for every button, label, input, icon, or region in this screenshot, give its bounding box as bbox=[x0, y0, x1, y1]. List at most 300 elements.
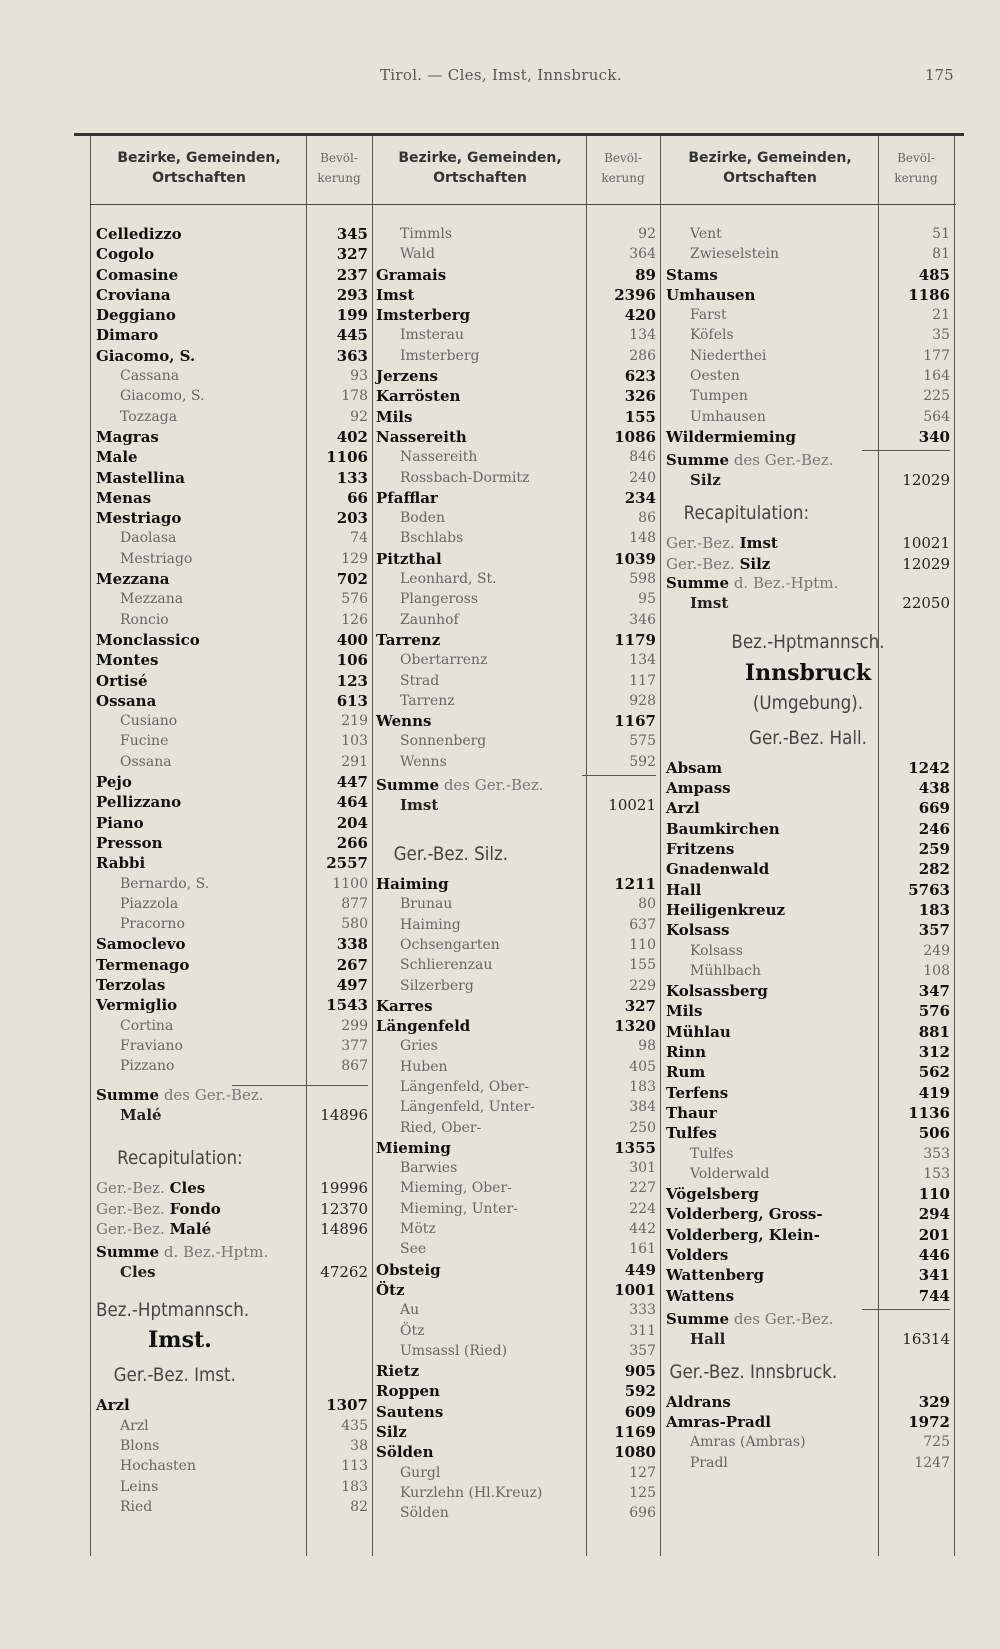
place-name: Nassereith bbox=[400, 449, 478, 466]
summe-label: Summe bbox=[96, 1086, 160, 1105]
table-row bbox=[96, 346, 368, 366]
district-name: Imst. bbox=[148, 1327, 212, 1354]
population-value: 1211 bbox=[614, 875, 656, 894]
population-value: 301 bbox=[629, 1160, 656, 1177]
population-value: 148 bbox=[629, 530, 656, 547]
place-name: Cusiano bbox=[120, 713, 178, 730]
table-row bbox=[376, 1138, 656, 1158]
population-value: 592 bbox=[629, 753, 656, 770]
summe-note: des Ger.-Bez. bbox=[733, 1309, 834, 1328]
population-value: 564 bbox=[923, 408, 950, 425]
table-row bbox=[376, 468, 656, 488]
rule bbox=[372, 136, 373, 1556]
population-value: 237 bbox=[336, 265, 368, 284]
table-row bbox=[96, 894, 368, 914]
population-value: 250 bbox=[629, 1119, 656, 1136]
place-name: Male bbox=[96, 448, 138, 467]
place-name: Tulfes bbox=[690, 1145, 734, 1162]
table-row bbox=[376, 1077, 656, 1097]
table-row bbox=[666, 961, 950, 981]
table-row bbox=[96, 772, 368, 792]
place-name: Sautens bbox=[376, 1402, 444, 1421]
section-title: Ger.-Bez. Hall. bbox=[749, 726, 867, 749]
table-row bbox=[376, 1280, 656, 1300]
table-row bbox=[666, 798, 950, 818]
summe-value: 47262 bbox=[320, 1263, 368, 1282]
table-row bbox=[666, 1225, 950, 1245]
population-value: 2396 bbox=[614, 285, 656, 304]
place-name: Vent bbox=[690, 226, 722, 242]
summe-value: 10021 bbox=[608, 796, 656, 815]
population-value: 178 bbox=[341, 388, 368, 405]
population-value: 117 bbox=[629, 672, 656, 689]
table-row bbox=[666, 1245, 950, 1265]
table-row bbox=[666, 758, 950, 778]
population-value: 134 bbox=[629, 652, 656, 669]
column-header-name: Bezirke, Gemeinden, Ortschaften bbox=[398, 150, 562, 186]
place-name: Imsterberg bbox=[376, 306, 471, 325]
population-value: 1179 bbox=[614, 630, 656, 649]
population-value: 357 bbox=[629, 1342, 656, 1359]
place-name: Umhausen bbox=[666, 285, 756, 304]
population-value: 266 bbox=[336, 833, 368, 852]
population-value: 345 bbox=[336, 225, 368, 243]
row-group bbox=[376, 224, 656, 772]
table-row bbox=[376, 285, 656, 305]
place-name: Plangeross bbox=[400, 591, 478, 608]
place-name: Wald bbox=[400, 246, 435, 263]
table-row bbox=[96, 427, 368, 447]
place-name: Längenfeld, Unter- bbox=[400, 1099, 535, 1116]
table-row bbox=[666, 839, 950, 859]
place-name: Mühlau bbox=[666, 1022, 731, 1041]
place-name: Tumpen bbox=[690, 388, 748, 405]
summe-note: d. Bez.-Hptm. bbox=[733, 573, 839, 592]
place-name: Gnadenwald bbox=[666, 860, 770, 879]
running-head: Tirol. — Cles, Imst, Innsbruck. bbox=[380, 66, 622, 84]
place-name: Silz bbox=[376, 1423, 407, 1442]
place-name: Wattens bbox=[666, 1286, 735, 1305]
recap-value: 19996 bbox=[320, 1179, 368, 1198]
table-row bbox=[96, 528, 368, 548]
table-row bbox=[376, 1219, 656, 1239]
recap-row bbox=[666, 533, 950, 553]
recap-value: 12370 bbox=[320, 1199, 368, 1218]
population-value: 442 bbox=[629, 1221, 656, 1238]
place-name: Giacomo, S. bbox=[120, 388, 205, 405]
population-value: 113 bbox=[341, 1458, 368, 1475]
place-name: Piazzola bbox=[120, 895, 179, 912]
table-row bbox=[376, 1097, 656, 1117]
summe-value: 12029 bbox=[902, 471, 950, 490]
table-row bbox=[666, 1412, 950, 1432]
population-value: 364 bbox=[629, 246, 656, 263]
population-value: 82 bbox=[350, 1498, 368, 1515]
population-value: 153 bbox=[923, 1165, 950, 1182]
table-row bbox=[376, 407, 656, 427]
table-row bbox=[666, 1042, 950, 1062]
table-row bbox=[666, 981, 950, 1001]
place-name: Termenago bbox=[96, 955, 190, 974]
population-value: 340 bbox=[918, 427, 950, 446]
place-name: Thaur bbox=[666, 1103, 717, 1122]
place-name: Ampass bbox=[666, 779, 731, 798]
table-row bbox=[376, 650, 656, 670]
population-value: 609 bbox=[624, 1402, 656, 1421]
population-value: 1320 bbox=[614, 1017, 656, 1036]
place-name: Presson bbox=[96, 833, 163, 852]
column-header-population: Bevöl- kerung bbox=[894, 151, 938, 185]
place-name: Gries bbox=[400, 1038, 438, 1055]
population-value: 1106 bbox=[326, 448, 368, 467]
table-row bbox=[96, 1456, 368, 1476]
place-name: Amras (Ambras) bbox=[690, 1434, 806, 1451]
place-name: Magras bbox=[96, 427, 159, 446]
place-name: Silzerberg bbox=[400, 977, 474, 994]
population-value: 329 bbox=[918, 1392, 950, 1411]
place-name: Brunau bbox=[400, 896, 453, 913]
population-value: 928 bbox=[629, 692, 656, 709]
place-name: Mieming, Ober- bbox=[400, 1180, 512, 1197]
place-name: Sonnenberg bbox=[400, 733, 487, 750]
place-name: Bschlabs bbox=[400, 530, 464, 547]
summe-label: Summe bbox=[666, 573, 730, 592]
table-row bbox=[96, 711, 368, 731]
table-row bbox=[666, 1001, 950, 1021]
table-row bbox=[666, 1062, 950, 1082]
table-row bbox=[96, 325, 368, 345]
table-row bbox=[376, 508, 656, 528]
summe-note: des Ger.-Bez. bbox=[733, 451, 834, 470]
table-row bbox=[376, 488, 656, 508]
table-row bbox=[666, 1432, 950, 1452]
column-header-name: Bezirke, Gemeinden, Ortschaften bbox=[688, 150, 852, 186]
population-value: 562 bbox=[918, 1063, 950, 1082]
population-value: 38 bbox=[350, 1437, 368, 1454]
table-row bbox=[666, 427, 950, 447]
place-name: Karres bbox=[376, 996, 433, 1015]
recap-row bbox=[96, 1199, 368, 1219]
table-row bbox=[666, 1123, 950, 1143]
column-3 bbox=[666, 224, 950, 1473]
table-row bbox=[666, 1103, 950, 1123]
table-row bbox=[376, 1199, 656, 1219]
table-row bbox=[96, 386, 368, 406]
population-value: 445 bbox=[336, 326, 368, 345]
place-name: Ossana bbox=[120, 753, 172, 770]
population-value: 201 bbox=[918, 1225, 950, 1244]
table-row bbox=[96, 1477, 368, 1497]
place-name: Mieming, Unter- bbox=[400, 1200, 518, 1217]
table-row bbox=[376, 1239, 656, 1259]
table-row bbox=[376, 1381, 656, 1401]
population-value: 347 bbox=[918, 982, 950, 1001]
summe-value: 14896 bbox=[320, 1106, 368, 1125]
place-name: Imsterberg bbox=[400, 347, 480, 364]
place-name: Boden bbox=[400, 510, 445, 527]
place-name: Wenns bbox=[376, 712, 432, 731]
recap-group bbox=[666, 533, 950, 574]
population-value: 623 bbox=[624, 367, 656, 386]
table-row bbox=[666, 386, 950, 406]
recap-name: Imst bbox=[739, 534, 778, 553]
place-name: Köfels bbox=[690, 327, 734, 344]
place-name: Haiming bbox=[376, 875, 449, 894]
population-value: 183 bbox=[629, 1078, 656, 1095]
recap-value: 12029 bbox=[902, 554, 950, 573]
population-value: 341 bbox=[918, 1266, 950, 1285]
population-value: 125 bbox=[629, 1484, 656, 1501]
place-name: Deggiano bbox=[96, 306, 176, 325]
population-value: 110 bbox=[629, 936, 656, 953]
table-row bbox=[96, 244, 368, 264]
recap-name: Cles bbox=[169, 1179, 206, 1198]
place-name: Oesten bbox=[690, 368, 740, 385]
section-title: Ger.-Bez. Imst. bbox=[113, 1364, 236, 1387]
table-row bbox=[96, 975, 368, 995]
section-title: Recapitulation: bbox=[683, 502, 810, 525]
population-value: 5763 bbox=[908, 880, 950, 899]
district-total bbox=[666, 451, 950, 493]
population-value: 338 bbox=[336, 935, 368, 954]
place-name: Stams bbox=[666, 265, 718, 284]
table-row bbox=[666, 1164, 950, 1184]
population-value: 905 bbox=[624, 1362, 656, 1381]
population-value: 219 bbox=[341, 713, 368, 730]
table-row bbox=[666, 1265, 950, 1285]
population-value: 80 bbox=[638, 896, 656, 913]
table-row bbox=[376, 1321, 656, 1341]
place-name: Pizzano bbox=[120, 1058, 175, 1075]
place-name: Haiming bbox=[400, 916, 461, 933]
population-value: 92 bbox=[638, 226, 656, 242]
population-value: 447 bbox=[336, 773, 368, 792]
summe-label: Summe bbox=[666, 451, 730, 470]
population-value: 225 bbox=[923, 388, 950, 405]
table-row bbox=[96, 874, 368, 894]
table-row bbox=[96, 224, 368, 244]
population-value: 346 bbox=[629, 611, 656, 628]
place-name: Mezzana bbox=[96, 570, 170, 589]
table-row bbox=[376, 1158, 656, 1178]
recap-row bbox=[666, 554, 950, 574]
row-group bbox=[96, 1395, 368, 1517]
place-name: Dimaro bbox=[96, 326, 159, 345]
table-row bbox=[376, 325, 656, 345]
place-name: Sölden bbox=[400, 1505, 449, 1522]
summe-note: des Ger.-Bez. bbox=[443, 776, 544, 795]
place-name: Kolsass bbox=[690, 942, 743, 959]
recap-name: Silz bbox=[739, 554, 771, 573]
section-title: Ger.-Bez. Innsbruck. bbox=[669, 1360, 838, 1383]
population-value: 35 bbox=[932, 327, 950, 344]
table-row bbox=[96, 366, 368, 386]
table-row bbox=[96, 1416, 368, 1436]
place-name: Tozzaga bbox=[120, 408, 178, 425]
table-row bbox=[376, 915, 656, 935]
population-value: 21 bbox=[932, 307, 950, 324]
population-value: 127 bbox=[629, 1464, 656, 1481]
recap-row bbox=[96, 1219, 368, 1239]
rule bbox=[90, 136, 91, 1556]
population-value: 224 bbox=[629, 1200, 656, 1217]
table-row bbox=[666, 325, 950, 345]
place-name: Au bbox=[400, 1302, 420, 1319]
population-value: 575 bbox=[629, 733, 656, 750]
district-total bbox=[376, 776, 656, 818]
section-title: Recapitulation: bbox=[117, 1147, 243, 1170]
place-name: Cogolo bbox=[96, 245, 155, 264]
place-name: Arzl bbox=[120, 1417, 149, 1434]
place-name: Ried bbox=[120, 1498, 153, 1515]
table-row bbox=[376, 427, 656, 447]
table-row bbox=[96, 1016, 368, 1036]
population-value: 93 bbox=[350, 368, 368, 385]
population-value: 497 bbox=[336, 975, 368, 994]
place-name: Kolsassberg bbox=[666, 982, 768, 1001]
population-value: 134 bbox=[629, 327, 656, 344]
place-name: Ötz bbox=[376, 1280, 405, 1299]
recap-label bbox=[96, 1219, 211, 1239]
table-row bbox=[666, 224, 950, 244]
summe-name: Imst bbox=[400, 796, 439, 815]
population-value: 881 bbox=[918, 1022, 950, 1041]
place-name: Pejo bbox=[96, 773, 132, 792]
place-name: Cassana bbox=[120, 368, 180, 385]
population-value: 576 bbox=[341, 591, 368, 608]
population-value: 123 bbox=[336, 671, 368, 690]
place-name: Imst bbox=[376, 285, 415, 304]
population-value: 1307 bbox=[326, 1396, 368, 1415]
place-name: Rum bbox=[666, 1063, 706, 1082]
population-value: 1001 bbox=[614, 1280, 656, 1299]
place-name: Wenns bbox=[400, 753, 447, 770]
recap-label bbox=[666, 533, 778, 553]
population-value: 1972 bbox=[908, 1413, 950, 1432]
table-row bbox=[666, 244, 950, 264]
place-name: Leonhard, St. bbox=[400, 571, 497, 588]
place-name: Celledizzo bbox=[96, 225, 182, 243]
place-name: Obertarrenz bbox=[400, 652, 488, 669]
population-value: 1167 bbox=[614, 712, 656, 731]
table-row bbox=[376, 265, 656, 285]
place-name: Terzolas bbox=[96, 975, 166, 994]
population-value: 1136 bbox=[908, 1103, 950, 1122]
place-name: Daolasa bbox=[120, 530, 177, 547]
place-name: Volderberg, Gross- bbox=[666, 1205, 823, 1224]
place-name: See bbox=[400, 1241, 427, 1258]
section-subtitle: (Umgebung). bbox=[752, 691, 864, 714]
population-value: 1242 bbox=[908, 758, 950, 777]
population-value: 702 bbox=[336, 570, 368, 589]
place-name: Absam bbox=[666, 758, 723, 777]
recap-row bbox=[96, 1178, 368, 1198]
table-row bbox=[376, 1442, 656, 1462]
population-value: 357 bbox=[918, 921, 950, 940]
place-name: Rabbi bbox=[96, 854, 146, 873]
table-row bbox=[666, 778, 950, 798]
place-name: Tarrenz bbox=[376, 630, 441, 649]
recap-value: 10021 bbox=[902, 534, 950, 553]
recap-label bbox=[96, 1178, 205, 1198]
population-value: 249 bbox=[923, 942, 950, 959]
place-name: Mestriago bbox=[120, 550, 193, 567]
table-row bbox=[376, 1300, 656, 1320]
place-name: Rinn bbox=[666, 1043, 706, 1062]
population-value: 669 bbox=[918, 799, 950, 818]
population-value: 846 bbox=[629, 449, 656, 466]
table-row bbox=[376, 1503, 656, 1523]
place-name: Strad bbox=[400, 672, 440, 689]
population-value: 234 bbox=[624, 488, 656, 507]
table-row bbox=[666, 819, 950, 839]
summe-value: 22050 bbox=[902, 593, 950, 612]
population-value: 449 bbox=[624, 1260, 656, 1279]
table-row bbox=[96, 305, 368, 325]
column-header-population: Bevöl- kerung bbox=[317, 151, 361, 185]
summe-name: Malé bbox=[120, 1106, 162, 1125]
summe-label: Summe bbox=[666, 1309, 730, 1328]
population-value: 108 bbox=[923, 962, 950, 979]
recap-value: 14896 bbox=[320, 1220, 368, 1239]
population-value: 400 bbox=[336, 630, 368, 649]
table-row bbox=[666, 880, 950, 900]
population-value: 485 bbox=[918, 265, 950, 284]
table-row bbox=[376, 996, 656, 1016]
population-value: 282 bbox=[918, 860, 950, 879]
place-name: Ried, Ober- bbox=[400, 1119, 482, 1136]
column-1 bbox=[96, 224, 368, 1517]
population-value: 74 bbox=[350, 530, 368, 547]
table-row bbox=[96, 488, 368, 508]
population-value: 227 bbox=[629, 1180, 656, 1197]
table-row bbox=[666, 1453, 950, 1473]
table-row bbox=[376, 1341, 656, 1361]
population-value: 294 bbox=[918, 1205, 950, 1224]
table-row bbox=[376, 346, 656, 366]
place-name: Baumkirchen bbox=[666, 819, 780, 838]
population-value: 405 bbox=[629, 1058, 656, 1075]
table-row bbox=[96, 265, 368, 285]
place-name: Tarrenz bbox=[400, 692, 455, 709]
place-name: Leins bbox=[120, 1478, 159, 1495]
population-value: 299 bbox=[341, 1017, 368, 1034]
district-total bbox=[666, 1310, 950, 1352]
table-row bbox=[376, 1036, 656, 1056]
place-name: Timmls bbox=[400, 226, 453, 242]
place-name: Heiligenkreuz bbox=[666, 900, 786, 919]
table-row bbox=[376, 1016, 656, 1036]
population-value: 419 bbox=[918, 1083, 950, 1102]
place-name: Vermiglio bbox=[96, 996, 178, 1015]
summe-note: des Ger.-Bez. bbox=[163, 1086, 264, 1105]
population-value: 438 bbox=[918, 779, 950, 798]
population-value: 286 bbox=[629, 347, 656, 364]
place-name: Arzl bbox=[96, 1396, 130, 1415]
place-name: Umhausen bbox=[690, 408, 766, 425]
population-value: 402 bbox=[336, 427, 368, 446]
population-value: 1100 bbox=[332, 875, 368, 892]
table-row bbox=[376, 671, 656, 691]
table-row bbox=[96, 752, 368, 772]
table-row bbox=[96, 955, 368, 975]
table-row bbox=[376, 447, 656, 467]
table-row bbox=[96, 914, 368, 934]
place-name: Mezzana bbox=[120, 591, 184, 608]
population-value: 326 bbox=[624, 387, 656, 406]
place-name: Rossbach-Dormitz bbox=[400, 469, 530, 486]
population-value: 129 bbox=[341, 550, 368, 567]
